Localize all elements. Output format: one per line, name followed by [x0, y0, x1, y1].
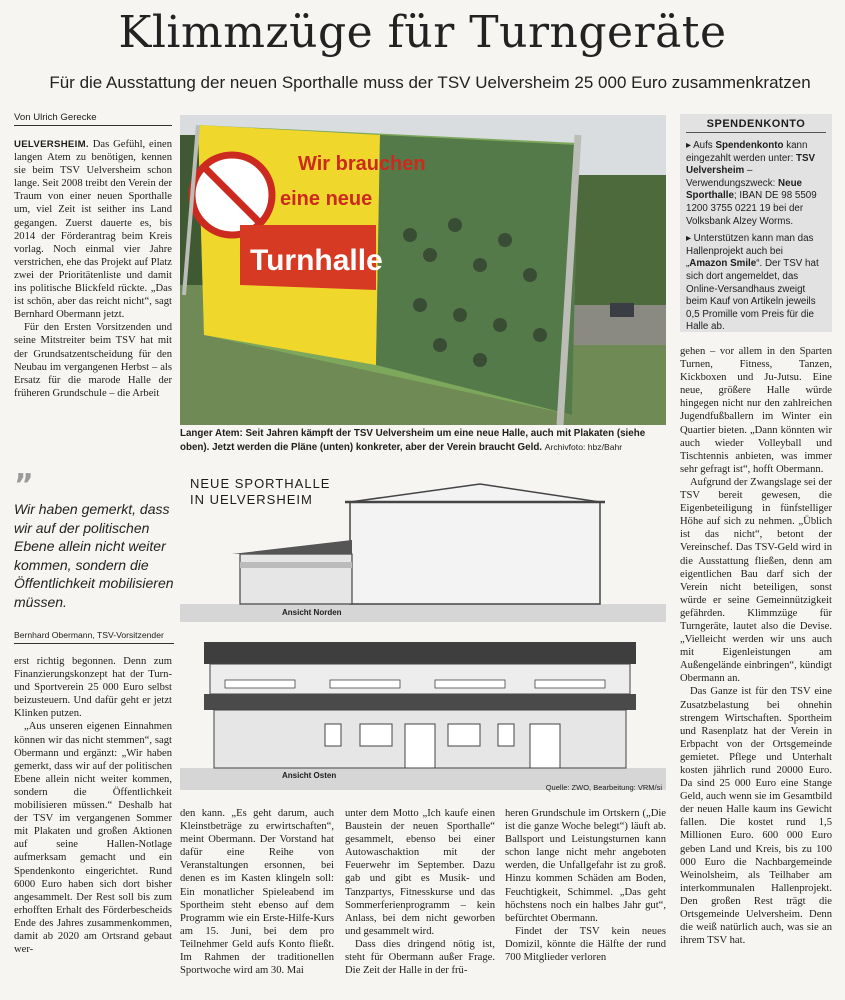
east-view-label: Ansicht Osten: [282, 771, 337, 780]
text: Amazon Smile: [689, 258, 757, 270]
hall-elevations: [180, 468, 666, 798]
column-3: [345, 807, 495, 977]
banner-line-3: Turnhalle: [250, 244, 383, 277]
banner-line-1: Wir brauchen: [298, 153, 426, 175]
paragraph: den kann. „Es geht darum, auch Kleinstbeträge zu erwirtschaften“, meint Obermann. Der Vorstand hat dafür eine Reihe von Veranstaltungen ersonnen, bei denen es im Kasten klingeln soll: Ein monatlicher Spieleabend im Sportheim steht ebenso auf dem Programm wie ein Erste-Hilfe-Kurs am 15. Juni, bei dem pro Teilnehmer Geld aufs Konto fließt. Im Rahmen der traditionellen Sportwoche wird am 30. Mai: [180, 808, 334, 977]
paragraph: Findet der TSV kein neues Domizil, könnte die Hälfte der rund 700 Mitglieder verloren: [505, 925, 666, 964]
subheadline: Für die Ausstattung der neuen Sporthalle muss der TSV Uelversheim 25 000 Euro zusammenkratzen: [49, 73, 811, 92]
column-1-bottom: [14, 655, 172, 956]
text: Spendenkonto: [715, 140, 784, 151]
byline: Von Ulrich Gerecke: [14, 112, 172, 126]
text: ▸ Unterstützen kann man das Hallenprojekt auch bei „: [686, 233, 814, 270]
headline: Klimmzüge für Turngeräte: [118, 7, 727, 58]
text: Neue Sporthalle: [686, 177, 803, 202]
donation-paragraph: [686, 233, 826, 334]
paragraph: gehen – vor allem in den Sparten Turnen, Fitness, Tanzen, Kickboxen und Ju-Jutsu. Eine neue, größere Halle würde hingegen nicht nur den zahlreichen Jugendfußballern im Winter ein Quartier bieten. „Dann könnten wir auch wieder Volleyball und Tischtennis anbieten, was immer sehr gefragt ist“, hofft Obermann.: [680, 346, 832, 475]
text: ; IBAN DE 98 5509 1200 3755 0221 19 bei der Volksbank Alzey Worms.: [686, 190, 817, 227]
paragraph-text: Das Gefühl, einen langen Atem zu benötigen, kennen sie beim TSV Uelversheim schon lange. Seit 2008 treibt den Verein der Traum von einer neuen Sporthalle um, viel Zeit ist seither ins Land gegangen. Zuerst dauerte es, bis 2014 der Förderantrag beim Kreis vorlag. Noch einmal vier Jahre verstrichen, ehe das Projekt auf Platz zwei der Prioritätenliste und damit ins politische Blickfeld rückte. „Das ist schön, aber das reicht nicht“, sagt Bernhard Obermann jetzt.: [14, 139, 172, 321]
drawing-title-line: IN UELVERSHEIM: [190, 492, 313, 507]
banner-line-2: eine neue: [280, 188, 373, 210]
column-5: [680, 345, 832, 947]
paragraph: „Aus unseren eigenen Einnahmen können wir das nicht stemmen“, sagt Obermann und ergänzt: „Wir haben gemerkt, dass wir auf der politischen Ebene allein nicht weiter kommen, sondern die Öffentlichkeit mobilisieren müssen.“ Deshalb hat der TSV im vergangenen Sommer mit Plakaten und großen Aktionen auf seine Hallen-Notlage aufmerksam gemacht und ein Spendenkonto eingerichtet. Rund 6000 Euro haben sich dort bisher angesammelt. Der Rest soll bis zum erhofften Erhalt des Förderbescheids Ende des Jahres zusammenkommen, damit ab 2020 am Ortsrand gebaut wer-: [14, 721, 172, 956]
architecture-drawing: [180, 468, 666, 798]
column-2: [180, 807, 334, 977]
quote-mark-icon: ”: [14, 468, 34, 503]
photo-scene: [180, 115, 666, 425]
paragraph: unter dem Motto „Ich kaufe einen Baustein der neuen Sporthalle“ gesammelt, ebenso bei einer Autowaschaktion mit der Feuerwehr im September. Dazu gab und gibt es Musik- und Tanzpartys, Fitnesskurse und das Sommerferienprogramm – kein Anlass, bei dem nicht geworben und gesammelt wird.: [345, 808, 495, 937]
text: – Verwendungszweck:: [686, 165, 779, 189]
drawing-credit: Quelle: ZWO, Bearbeitung: VRM/si: [545, 783, 662, 792]
photo-credit: Archivfoto: hbz/Bahr: [544, 441, 623, 452]
column-1-top: [14, 138, 172, 400]
paragraph: erst richtig begonnen. Denn zum Finanzierungskonzept hat der Turn- und Sportverein 25 000 Euro selbst beizusteuern. Und dafür geht er jetzt Klinken putzen.: [14, 656, 172, 720]
paragraph: Aufgrund der Zwangslage sei der TSV bereit gewesen, die Eigenbeteiligung in fünfstelliger Höhe auf sich zu nehmen. „Üblich ist das nicht“, betont der Vereinschef. Das TSV-Geld wird in die Ausstattung fließen, denn am eigentlichen Bau darf sich der Verein nicht beteiligen, sonst würde er seine Gemeinnützigkeit gefährden. Klimmzüge für Turngeräte, lautet also die Devise. „Vielleicht werden wir uns auch mit Eigenleistungen am Außengelände einbringen“, kündigt Obermann an.: [680, 476, 832, 685]
paragraph: [14, 138, 172, 321]
paragraph: Dass dies dringend nötig ist, steht für Obermann außer Frage. Die Zeit der Halle in der frü-: [345, 938, 495, 977]
paragraph: heren Grundschule im Ortskern („Die ist die ganze Woche belegt“) läuft ab. Ballsport und Leistungsturnen kann schon lange nicht mehr angeboten werden, die Unfallgefahr ist zu groß. Hinzu kommen Schäden am Boden, Feuchtigkeit, Schimmel. „Das geht höchstens noch ein halbes Jahr gut“, befürchtet Obermann.: [505, 808, 666, 924]
donation-paragraph: [686, 140, 826, 228]
photo-caption: [180, 428, 666, 454]
drawing-title: [190, 476, 410, 508]
text: kann eingezahlt werden unter:: [686, 140, 808, 164]
north-view-label: Ansicht Norden: [282, 608, 342, 617]
column-4: [505, 807, 666, 964]
text: ▸ Aufs: [686, 140, 716, 151]
text: “. Der TSV hat sich dort angemeldet, das Online-Versandhaus zweigt beim Kauf von Artikeln jeweils 0,5 Promille vom Preis für die Halle ab.: [686, 258, 819, 333]
text: TSV Uelversheim: [686, 152, 816, 177]
paragraph: Für den Ersten Vorsitzenden und seine Mitstreiter beim TSV hat mit der Grundsatzentscheidung für den Neubau im vergangenen Herbst – als Ersatz für die marode Halle der früheren Grundschule – die Arbeit: [14, 322, 172, 399]
news-photo: [180, 115, 666, 425]
donation-heading: SPENDENKONTO: [686, 118, 826, 133]
drawing-title-line: NEUE SPORTHALLE: [190, 476, 331, 491]
caption-text: Langer Atem: Seit Jahren kämpft der TSV Uelversheim um eine neue Halle, auch mit Plakaten (siehe oben). Jetzt werden die Pläne (unten) konkreter, aber der Verein braucht Geld.: [180, 428, 646, 453]
quote-author: Bernhard Obermann, TSV-Vorsitzender: [14, 630, 174, 644]
pull-quote: Wir haben gemerkt, dass wir auf der politischen Ebene allein nicht weiter kommen, sondern die Öffentlichkeit mobilisieren müssen.: [14, 501, 174, 610]
paragraph: Das Ganze ist für den TSV eine Zusatzbelastung bei ohnehin strengem Wirtschaften. Sportheim und Rasenplatz hat der Verein in Erbpacht von der Ortsgemeinde gemietet. Pflege und Unterhalt kosten jährlich rund 20000 Euro. Da sind 25 000 Euro eine Stange Geld, auch wenn sie im Gesamtbild der neuen Halle kaum ins Gewicht fallen. Die kostet rund 1,5 Millionen Euro. 600 000 Euro geben Land und Kreis, bis zu 100 000 Euro die Nachbargemeinde Weinolsheim, als Teilhaber am interkommunalen Hallenprojekt. Den großen Rest trägt die Ortsgemeinde Uelversheim. Denn die weiß natürlich auch, was sie an ihrem TSV hat.: [680, 686, 832, 947]
dateline: UELVERSHEIM.: [14, 139, 89, 150]
donation-text: [686, 140, 826, 339]
